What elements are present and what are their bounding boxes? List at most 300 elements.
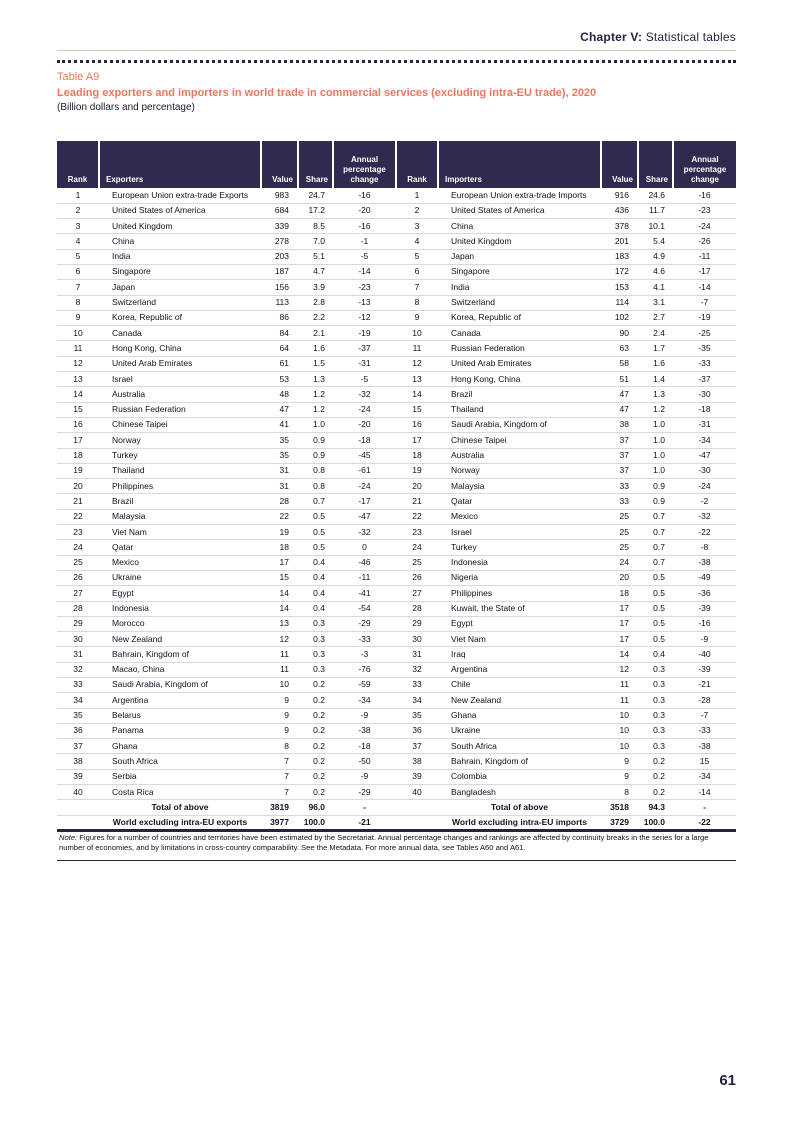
cell-importer-name: Ukraine xyxy=(438,723,601,738)
cell-importer-value: 58 xyxy=(601,356,638,371)
col-header-exporters: Exporters xyxy=(99,141,261,188)
cell-exporter-name: South Africa xyxy=(99,754,261,769)
cell-exporter-name: Saudi Arabia, Kingdom of xyxy=(99,678,261,693)
cell-exporter-change: -76 xyxy=(333,662,396,677)
cell-importer-share: 0.2 xyxy=(638,769,673,784)
cell-importer-name: Mexico xyxy=(438,509,601,524)
cell-exporter-value: 14 xyxy=(261,586,298,601)
cell-exporter-name: Malaysia xyxy=(99,509,261,524)
cell-importer-share: 0.7 xyxy=(638,540,673,555)
cell-importer-name: Qatar xyxy=(438,494,601,509)
cell-exporter-name: Ghana xyxy=(99,739,261,754)
cell-exporter-share: 2.8 xyxy=(298,295,333,310)
cell-exporter-rank: 7 xyxy=(57,280,99,295)
cell-exporter-rank: 1 xyxy=(57,188,99,203)
cell-importer-change: -24 xyxy=(673,479,736,494)
cell-exporter-name: Qatar xyxy=(99,540,261,555)
cell-exporter-rank: 40 xyxy=(57,785,99,800)
cell-importer-share: 1.0 xyxy=(638,463,673,478)
cell-importer-value: 33 xyxy=(601,479,638,494)
table-row xyxy=(57,632,736,647)
cell-exporter-name: Russian Federation xyxy=(99,402,261,417)
cell-importer-rank: 16 xyxy=(396,417,438,432)
cell-exporter-name: Ukraine xyxy=(99,570,261,585)
page-number: 61 xyxy=(719,1072,736,1089)
cell-importer-value: 916 xyxy=(601,188,638,203)
cell-exporter-value: 35 xyxy=(261,433,298,448)
cell-importer-share: 4.1 xyxy=(638,280,673,295)
cell-importer-value: 9 xyxy=(601,754,638,769)
cell-exporter-rank: 14 xyxy=(57,387,99,402)
cell-exporter-name: United States of America xyxy=(99,203,261,218)
cell-importer-value: 11 xyxy=(601,693,638,708)
cell-importer-change: -24 xyxy=(673,219,736,234)
cell-importer-change: -28 xyxy=(673,693,736,708)
cell-exporter-value: 31 xyxy=(261,463,298,478)
table-row xyxy=(57,188,736,203)
cell-exporter-name: Macao, China xyxy=(99,662,261,677)
cell-importer-share: 1.4 xyxy=(638,372,673,387)
table-row xyxy=(57,234,736,249)
cell-importer-share: 94.3 xyxy=(638,800,673,815)
cell-exporter-change: -29 xyxy=(333,785,396,800)
cell-importer-name: European Union extra-trade Imports xyxy=(438,188,601,203)
cell-exporter-rank: 5 xyxy=(57,249,99,264)
cell-importer-name: Chinese Taipei xyxy=(438,433,601,448)
statistics-table xyxy=(57,141,736,832)
cell-importer-change: -32 xyxy=(673,509,736,524)
cell-exporter-change: -33 xyxy=(333,632,396,647)
cell-importer-change: -16 xyxy=(673,616,736,631)
cell-exporter-value: 3977 xyxy=(270,816,289,827)
cell-exporter-change: -32 xyxy=(333,525,396,540)
cell-importer-rank: 8 xyxy=(396,295,438,310)
cell-importer-share: 1.0 xyxy=(638,448,673,463)
cell-importer-share: 0.3 xyxy=(638,723,673,738)
cell-exporter-value: 12 xyxy=(261,632,298,647)
cell-importer-rank: 20 xyxy=(396,479,438,494)
header-row xyxy=(57,141,736,188)
cell-importer-value: 10 xyxy=(601,739,638,754)
cell-importer-value: 37 xyxy=(601,433,638,448)
cell-exporter-value: 9 xyxy=(261,708,298,723)
cell-exporter-change: -20 xyxy=(333,203,396,218)
col-header-rank-exporters: Rank xyxy=(57,141,99,188)
cell-importer-change: -26 xyxy=(673,234,736,249)
cell-exporter-value: 9 xyxy=(261,693,298,708)
cell-exporter-value: 15 xyxy=(261,570,298,585)
cell-exporter-share: 0.5 xyxy=(298,509,333,524)
cell-importer-share: 0.5 xyxy=(638,586,673,601)
cell-exporter-name: Brazil xyxy=(99,494,261,509)
cell-importer-value: 172 xyxy=(601,264,638,279)
cell-importer-name: Thailand xyxy=(438,402,601,417)
cell-importer-value: 3729 xyxy=(610,816,629,827)
cell-importer-value: 153 xyxy=(601,280,638,295)
cell-exporter-rank: 26 xyxy=(57,570,99,585)
cell-exporter-rank: 8 xyxy=(57,295,99,310)
cell-exporter-value: 53 xyxy=(261,372,298,387)
cell-importer-rank: 37 xyxy=(396,739,438,754)
cell-exporter-value: 203 xyxy=(261,249,298,264)
cell-exporter-name: Panama xyxy=(99,723,261,738)
cell-importer-share: 0.5 xyxy=(638,570,673,585)
cell-importer-rank: 27 xyxy=(396,586,438,601)
cell-exporter-rank: 20 xyxy=(57,479,99,494)
cell-importer-change: -9 xyxy=(673,632,736,647)
cell-exporter-change: -3 xyxy=(333,647,396,662)
cell-importer-share: 0.5 xyxy=(638,601,673,616)
cell-exporter-value: 278 xyxy=(261,234,298,249)
cell-exporter-name: Singapore xyxy=(99,264,261,279)
cell-exporter-name: Argentina xyxy=(99,693,261,708)
cell-importer-name: Canada xyxy=(438,326,601,341)
cell-exporter-share: 0.3 xyxy=(298,647,333,662)
cell-exporter-share: 1.2 xyxy=(298,387,333,402)
cell-importer-share: 2.4 xyxy=(638,326,673,341)
cell-exporter-name: Japan xyxy=(99,280,261,295)
cell-exporter-rank: 34 xyxy=(57,693,99,708)
cell-exporter-value: 7 xyxy=(261,785,298,800)
cell-exporter-name: Egypt xyxy=(99,586,261,601)
cell-exporter-share: 0.7 xyxy=(298,494,333,509)
cell-exporter-rank: 12 xyxy=(57,356,99,371)
cell-importer-value: 9 xyxy=(601,769,638,784)
col-header-importers: Importers xyxy=(438,141,601,188)
cell-importer-rank: 35 xyxy=(396,708,438,723)
cell-exporter-share: 2.2 xyxy=(298,310,333,325)
cell-exporter-rank: 21 xyxy=(57,494,99,509)
cell-importer-change: -25 xyxy=(673,326,736,341)
cell-importer-name: Turkey xyxy=(438,540,601,555)
cell-exporter-value: 187 xyxy=(261,264,298,279)
cell-importer-name: Brazil xyxy=(438,387,601,402)
cell-exporter-name: China xyxy=(99,234,261,249)
cell-exporter-value: 11 xyxy=(261,647,298,662)
cell-importer-value: 47 xyxy=(601,402,638,417)
cell-importer-value: 436 xyxy=(601,203,638,218)
col-header-change-importers: Annual percentage change xyxy=(673,141,736,188)
col-header-rank-importers: Rank xyxy=(396,141,438,188)
table-row xyxy=(57,387,736,402)
cell-exporter-share: 0.2 xyxy=(298,678,333,693)
cell-importer-share: 1.0 xyxy=(638,433,673,448)
cell-importer-name: Malaysia xyxy=(438,479,601,494)
cell-exporter-rank: 35 xyxy=(57,708,99,723)
table-row xyxy=(57,417,736,432)
cell-importer-change: - xyxy=(673,800,736,815)
cell-exporter-name: Bahrain, Kingdom of xyxy=(99,647,261,662)
cell-importer-share: 0.3 xyxy=(638,662,673,677)
cell-exporter-value: 47 xyxy=(261,402,298,417)
cell-exporter-change: -24 xyxy=(333,479,396,494)
cell-exporter-value: 8 xyxy=(261,739,298,754)
cell-importer-rank: 25 xyxy=(396,555,438,570)
cell-exporter-rank: 24 xyxy=(57,540,99,555)
cell-importer-share: 0.3 xyxy=(638,739,673,754)
cell-importer-rank: 10 xyxy=(396,326,438,341)
cell-importer-change: -40 xyxy=(673,647,736,662)
cell-importer-value: 201 xyxy=(601,234,638,249)
cell-importer-rank: 5 xyxy=(396,249,438,264)
cell-exporter-change: -11 xyxy=(333,570,396,585)
cell-importer-value: 20 xyxy=(601,570,638,585)
cell-exporter-value: 86 xyxy=(261,310,298,325)
cell-importer-change: -14 xyxy=(673,280,736,295)
cell-importer-name: Australia xyxy=(438,448,601,463)
cell-importer-name: Ghana xyxy=(438,708,601,723)
cell-exporter-rank: 39 xyxy=(57,769,99,784)
cell-importer-value: 47 xyxy=(601,387,638,402)
cell-exporter-rank: 11 xyxy=(57,341,99,356)
cell-exporter-change: -59 xyxy=(333,678,396,693)
cell-exporter-rank: 25 xyxy=(57,555,99,570)
cell-importer-value: 10 xyxy=(601,708,638,723)
cell-importer-share: 5.4 xyxy=(638,234,673,249)
cell-importer-change: -18 xyxy=(673,402,736,417)
cell-importer-change: -33 xyxy=(673,723,736,738)
table-row xyxy=(57,785,736,800)
cell-exporter-change: -45 xyxy=(333,448,396,463)
cell-exporter-share: 4.7 xyxy=(298,264,333,279)
cell-importer-change: -47 xyxy=(673,448,736,463)
cell-exporter-change: 0 xyxy=(333,540,396,555)
cell-exporter-share: 0.2 xyxy=(298,708,333,723)
cell-exporter-share: 0.9 xyxy=(298,433,333,448)
cell-importer-change: -14 xyxy=(673,785,736,800)
cell-importer-value: 8 xyxy=(601,785,638,800)
cell-importer-change: -8 xyxy=(673,540,736,555)
cell-exporter-name: Hong Kong, China xyxy=(99,341,261,356)
cell-exporter-share: 0.4 xyxy=(298,570,333,585)
cell-exporter-value: 13 xyxy=(261,616,298,631)
cell-exporter-value: 9 xyxy=(261,723,298,738)
cell-exporter-rank: 31 xyxy=(57,647,99,662)
cell-exporter-name: Israel xyxy=(99,372,261,387)
cell-exporter-rank: 3 xyxy=(57,219,99,234)
table-row xyxy=(57,586,736,601)
cell-importer-value: 38 xyxy=(601,417,638,432)
cell-exporter-share: 0.9 xyxy=(298,448,333,463)
cell-importer-share: 100.0 xyxy=(643,816,665,827)
cell-exporter-change: -17 xyxy=(333,494,396,509)
cell-importer-change: -35 xyxy=(673,341,736,356)
cell-exporter-rank: 37 xyxy=(57,739,99,754)
cell-exporter-change: -54 xyxy=(333,601,396,616)
cell-exporter-rank: 19 xyxy=(57,463,99,478)
cell-exporter-value: 11 xyxy=(261,662,298,677)
cell-exporter-share: 100.0 xyxy=(303,816,325,827)
cell-exporter-name: Norway xyxy=(99,433,261,448)
cell-importer-share: 0.3 xyxy=(638,678,673,693)
table-row xyxy=(57,448,736,463)
table-row xyxy=(57,219,736,234)
table-row xyxy=(57,372,736,387)
cell-importer-change: -30 xyxy=(673,387,736,402)
cell-importer-share: 24.6 xyxy=(638,188,673,203)
col-header-change-exporters: Annual percentage change xyxy=(333,141,396,188)
cell-importer-share: 1.7 xyxy=(638,341,673,356)
cell-exporter-share: 1.3 xyxy=(298,372,333,387)
cell-importer-name: Norway xyxy=(438,463,601,478)
cell-importer-change: -36 xyxy=(673,586,736,601)
cell-importer-rank: 1 xyxy=(396,188,438,203)
cell-exporter-share: 3.9 xyxy=(298,280,333,295)
cell-importer-value: 90 xyxy=(601,326,638,341)
cell-exporter-name: India xyxy=(99,249,261,264)
cell-exporter-share: 0.4 xyxy=(298,586,333,601)
cell-importer-value: 33 xyxy=(601,494,638,509)
cell-exporter-rank: 28 xyxy=(57,601,99,616)
cell-exporter-change: -14 xyxy=(333,264,396,279)
cell-exporter-value: 156 xyxy=(261,280,298,295)
cell-exporter-share: 0.3 xyxy=(298,616,333,631)
cell-importer-value: 37 xyxy=(601,463,638,478)
cell-importer-share: 0.2 xyxy=(638,785,673,800)
table-label: Table A9 xyxy=(57,71,100,83)
table-row xyxy=(57,678,736,693)
cell-importer-name: Israel xyxy=(438,525,601,540)
cell-importer-name: Bahrain, Kingdom of xyxy=(438,754,601,769)
cell-exporter-name: Thailand xyxy=(99,463,261,478)
cell-exporter-name: Korea, Republic of xyxy=(99,310,261,325)
cell-exporter-share: 0.2 xyxy=(298,693,333,708)
cell-exporter-change: -5 xyxy=(333,372,396,387)
cell-exporter-value: 41 xyxy=(261,417,298,432)
header-rule xyxy=(57,50,736,51)
cell-importer-change: -22 xyxy=(673,525,736,540)
cell-importer-rank: 15 xyxy=(396,402,438,417)
cell-exporter-change: - xyxy=(333,800,396,815)
table-subtitle: (Billion dollars and percentage) xyxy=(57,102,195,113)
col-header-value-importers: Value xyxy=(601,141,638,188)
cell-importer-name: United Arab Emirates xyxy=(438,356,601,371)
cell-importer-change: -49 xyxy=(673,570,736,585)
cell-importer-rank: 4 xyxy=(396,234,438,249)
cell-importer-name: China xyxy=(438,219,601,234)
cell-importer-value: 114 xyxy=(601,295,638,310)
cell-importer-rank: 18 xyxy=(396,448,438,463)
summary-row xyxy=(57,800,736,815)
cell-exporter-value: 3819 xyxy=(261,800,298,815)
cell-exporter-rank: 33 xyxy=(57,678,99,693)
table-row xyxy=(57,264,736,279)
cell-exporter-name: Indonesia xyxy=(99,601,261,616)
cell-importer-share: 11.7 xyxy=(638,203,673,218)
cell-exporter-rank: 17 xyxy=(57,433,99,448)
table-row xyxy=(57,570,736,585)
cell-importer-value: 378 xyxy=(601,219,638,234)
table-row xyxy=(57,494,736,509)
cell-importer-rank: 11 xyxy=(396,341,438,356)
cell-importer-rank: 12 xyxy=(396,356,438,371)
cell-exporter-change: -34 xyxy=(333,693,396,708)
cell-exporter-change: -24 xyxy=(333,402,396,417)
cell-exporter-change: -38 xyxy=(333,723,396,738)
cell-importer-share: 0.5 xyxy=(638,632,673,647)
table-row xyxy=(57,509,736,524)
cell-exporter-rank: 32 xyxy=(57,662,99,677)
cell-exporter-share: 1.0 xyxy=(298,417,333,432)
cell-importer-name: Korea, Republic of xyxy=(438,310,601,325)
cell-importer-value: 14 xyxy=(601,647,638,662)
cell-exporter-rank xyxy=(57,800,99,815)
cell-exporter-share: 0.3 xyxy=(298,632,333,647)
cell-exporter-rank: 6 xyxy=(57,264,99,279)
cell-exporter-value: 113 xyxy=(261,295,298,310)
table-title: Leading exporters and importers in world trade in commercial services (excluding intra-EU trade), 2020 xyxy=(57,87,597,99)
cell-importer-value: 102 xyxy=(601,310,638,325)
table-row xyxy=(57,249,736,264)
cell-exporter-name: United Arab Emirates xyxy=(99,356,261,371)
cell-exporter-change: -61 xyxy=(333,463,396,478)
cell-importer-share: 0.9 xyxy=(638,479,673,494)
cell-exporter-name: New Zealand xyxy=(99,632,261,647)
cell-exporter-rank: 38 xyxy=(57,754,99,769)
note-text: Figures for a number of countries and territories have been estimated by the Secretariat. Annual percentage changes and rankings are affected by continuity breaks in the series for a large number of economies, and by limitations in cross-country comparability. See the Metadata. For more annual data, see Tables A60 and A61. xyxy=(59,833,709,853)
table-row xyxy=(57,433,736,448)
col-header-value-exporters: Value xyxy=(261,141,298,188)
cell-exporter-rank: 22 xyxy=(57,509,99,524)
chapter-label: Chapter V: xyxy=(580,30,643,44)
cell-importer-share: 0.7 xyxy=(638,509,673,524)
cell-importer-rank: 2 xyxy=(396,203,438,218)
cell-exporter-change: -50 xyxy=(333,754,396,769)
cell-exporter-name: Philippines xyxy=(99,479,261,494)
cell-importer-name: World excluding intra-EU imports xyxy=(452,816,587,827)
cell-importer-name: Hong Kong, China xyxy=(438,372,601,387)
cell-importer-rank: 21 xyxy=(396,494,438,509)
cell-exporter-name: Serbia xyxy=(99,769,261,784)
cell-importer-name: Iraq xyxy=(438,647,601,662)
cell-exporter-value: 14 xyxy=(261,601,298,616)
cell-importer-value: 51 xyxy=(601,372,638,387)
cell-importer-change: -16 xyxy=(673,188,736,203)
cell-importer-name: Indonesia xyxy=(438,555,601,570)
cell-exporter-rank: 27 xyxy=(57,586,99,601)
cell-exporter-share: 5.1 xyxy=(298,249,333,264)
cell-importer-share: 0.3 xyxy=(638,693,673,708)
cell-importer-rank: 3 xyxy=(396,219,438,234)
cell-exporter-change: -46 xyxy=(333,555,396,570)
cell-importer-change: -23 xyxy=(673,203,736,218)
table-row xyxy=(57,540,736,555)
cell-importer-share: 2.7 xyxy=(638,310,673,325)
cell-importer-rank: 32 xyxy=(396,662,438,677)
dotted-divider xyxy=(57,60,736,63)
cell-exporter-change: -12 xyxy=(333,310,396,325)
cell-importer-name: Saudi Arabia, Kingdom of xyxy=(438,417,601,432)
cell-exporter-share: 0.2 xyxy=(298,785,333,800)
cell-exporter-name: Mexico xyxy=(99,555,261,570)
table-row xyxy=(57,616,736,631)
table-row xyxy=(57,708,736,723)
cell-importer-change: -34 xyxy=(673,769,736,784)
cell-importer-change: -19 xyxy=(673,310,736,325)
cell-importer-value: 10 xyxy=(601,723,638,738)
cell-exporter-rank: 13 xyxy=(57,372,99,387)
cell-exporter-change: -9 xyxy=(333,769,396,784)
cell-importer-rank: 39 xyxy=(396,769,438,784)
cell-importer-name: Japan xyxy=(438,249,601,264)
note-label: Note: xyxy=(59,833,78,842)
cell-importer-rank: 6 xyxy=(396,264,438,279)
table-row xyxy=(57,647,736,662)
cell-importer-change: -39 xyxy=(673,662,736,677)
cell-exporter-value: 7 xyxy=(261,754,298,769)
cell-exporter-name: European Union extra-trade Exports xyxy=(99,188,261,203)
table-row xyxy=(57,356,736,371)
